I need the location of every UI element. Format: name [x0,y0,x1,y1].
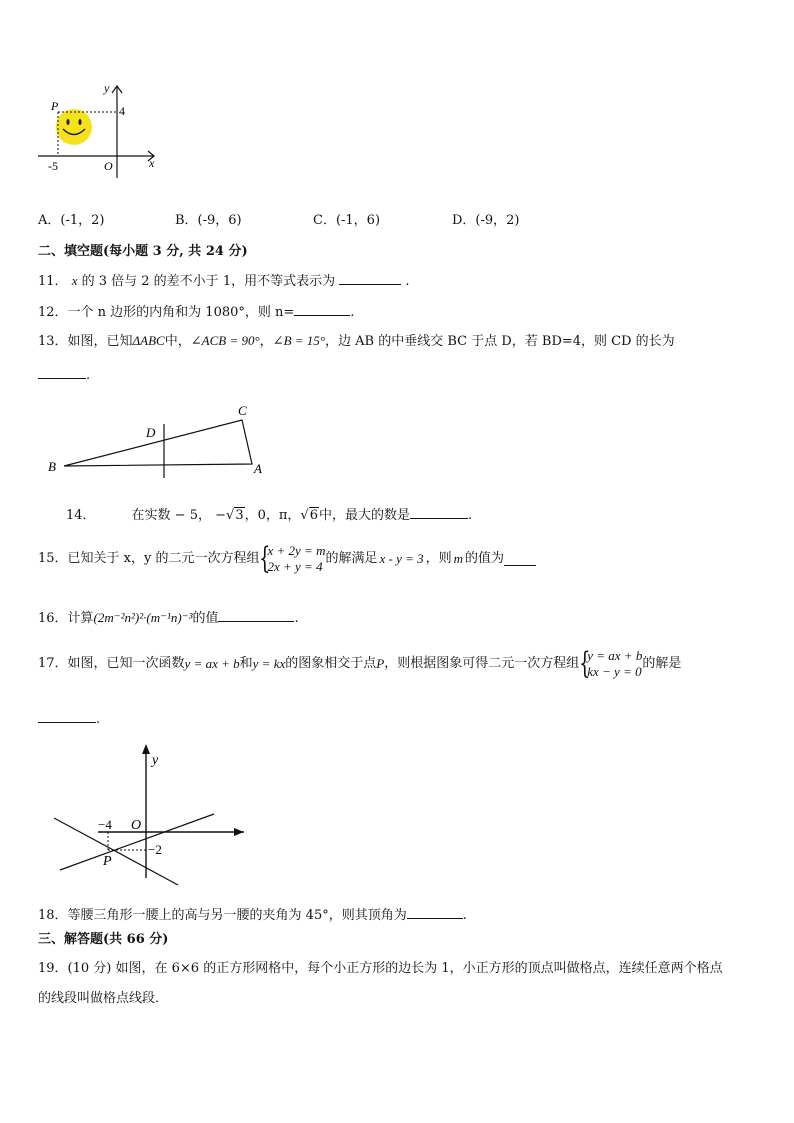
question-15 [38,543,536,575]
q15-answer-blank[interactable] [504,553,536,566]
q17-post: 的解是 [642,656,682,671]
q17-end: . [96,712,101,727]
q16-answer-blank[interactable] [218,609,294,622]
y-axis-arrow [142,744,150,754]
triangle-abc [64,420,252,466]
label-O: O [104,159,113,173]
q13-comma: ， [259,334,273,349]
option-b: B．(-9，6) [175,213,242,228]
q11-number: 11． [38,274,68,289]
q17-rest: ，则根据图象可得二元一次方程组 [384,656,580,671]
label-O: O [131,818,142,833]
label-D: D [146,425,156,440]
q14-mid: ，0，π， [244,508,301,523]
q11-text: 的 3 倍与 2 的差不小于 1，用不等式表示为 [81,274,336,289]
q15-equation-system: { x + 2y = m 2x + y = 4 [259,541,326,576]
question-17 [38,648,681,680]
question-19-line2: 的线段叫做格点线段． [38,991,169,1006]
q11-end: . [405,274,410,289]
q12-text: 12．一个 n 边形的内角和为 1080°，则 n= [38,305,295,320]
q13-answer-line [38,366,90,384]
figure-q13-triangle [40,400,280,480]
q17-eq1: y = ax + b [587,648,643,663]
q15-pre: 15．已知关于 x，y 的二元一次方程组 [38,551,260,566]
question-14 [66,506,472,524]
q13-answer-blank[interactable] [38,366,86,379]
q13-pre: 13．如图，已知 [38,334,133,349]
label-4: 4 [119,104,125,118]
q16-pre: 16．计算 [38,611,94,626]
option-d: D．(-9，2) [452,213,520,228]
option-a: A．(-1，2) [38,213,105,228]
figure-q10-coordinate [30,78,170,178]
label-P: P [51,99,59,113]
smiley-face-icon [56,109,92,145]
q17-point-P: P [376,656,385,671]
label-minus4: −4 [98,817,112,832]
q13-mid: 中， [164,334,191,349]
q12-answer-blank[interactable] [294,303,350,316]
question-11 [38,272,410,290]
q15-eq2: 2x + y = 4 [267,559,323,574]
label-y: y [104,81,110,95]
q13-angle-b: ∠B = 15° [272,333,325,348]
q15-eq1: x + 2y = m [267,543,326,558]
label-C: C [238,403,247,418]
q15-condition: x - y = 3 [379,551,424,566]
question-13 [38,333,675,350]
question-12 [38,303,354,321]
option-c: C．(-1，6) [313,213,381,228]
q16-rest: 的值 [192,611,219,626]
q16-end: . [294,611,299,626]
smiley-eye-right [78,119,81,125]
label-P: P [103,854,112,869]
q14-sqrt3: √3 [226,508,244,523]
q15-m: m [453,551,464,566]
q18-answer-blank[interactable] [407,906,463,919]
q11-answer-blank[interactable] [339,272,401,285]
question-19-line1: 19．(10 分) 如图，在 6×6 的正方形网格中，每个小正方形的边长为 1，小正方形的顶点叫做格点，连续任意两个格点 [38,961,723,976]
q15-post: ，则 [425,551,452,566]
q11-variable-x: x [71,273,78,288]
q14-pre: 在实数 − 5， − [131,508,227,523]
q17-eq2: kx − y = 0 [587,664,642,679]
figure-q17-graph [48,740,248,890]
q13-angle-acb: ∠ACB = 90° [190,333,260,348]
label-y: y [152,753,159,768]
q14-number: 14． [66,508,96,523]
q13-rest: ，边 AB 的中垂线交 BC 于点 D，若 BD=4，则 CD 的长为 [325,334,675,349]
q17-equation-system: { y = ax + b kx − y = 0 [579,646,643,681]
label-minus5: -5 [48,159,58,173]
label-A: A [254,461,262,476]
q14-answer-blank[interactable] [410,506,468,519]
label-minus2: −2 [148,842,162,857]
q12-end: . [350,305,355,320]
label-B: B [48,459,56,474]
x-axis-arrow [234,828,244,836]
q18-text: 18．等腰三角形一腰上的高与另一腰的夹角为 45°，则其顶角为 [38,908,407,923]
section-2-heading: 二、填空题(每小题 3 分, 共 24 分) [38,244,248,259]
q17-mid: 的图象相交于点 [285,656,377,671]
q17-pre: 17．如图，已知一次函数 [38,656,185,671]
q14-end: . [468,508,473,523]
q13-triangle: ΔABC [132,333,165,348]
question-18 [38,906,467,924]
q14-sqrt6: √6 [300,508,318,523]
q17-function2: y = kx [252,656,286,671]
smiley-eye-left [66,119,69,125]
q17-answer-line [38,710,100,728]
label-x: x [149,156,155,170]
q14-rest: 中，最大的数是 [319,508,411,523]
q16-expression: (2m⁻²n²)²·(m⁻¹n)⁻³ [93,610,193,625]
q13-end: . [86,368,91,383]
section-3-heading: 三、解答题(共 66 分) [38,932,169,947]
q15-mid: 的解满足 [325,551,378,566]
q17-answer-blank[interactable] [38,710,96,723]
q17-function1: y = ax + b [184,656,240,671]
question-16 [38,609,299,627]
q15-rest: 的值为 [465,551,505,566]
q17-and: 和 [239,656,253,671]
q18-end: . [462,908,467,923]
